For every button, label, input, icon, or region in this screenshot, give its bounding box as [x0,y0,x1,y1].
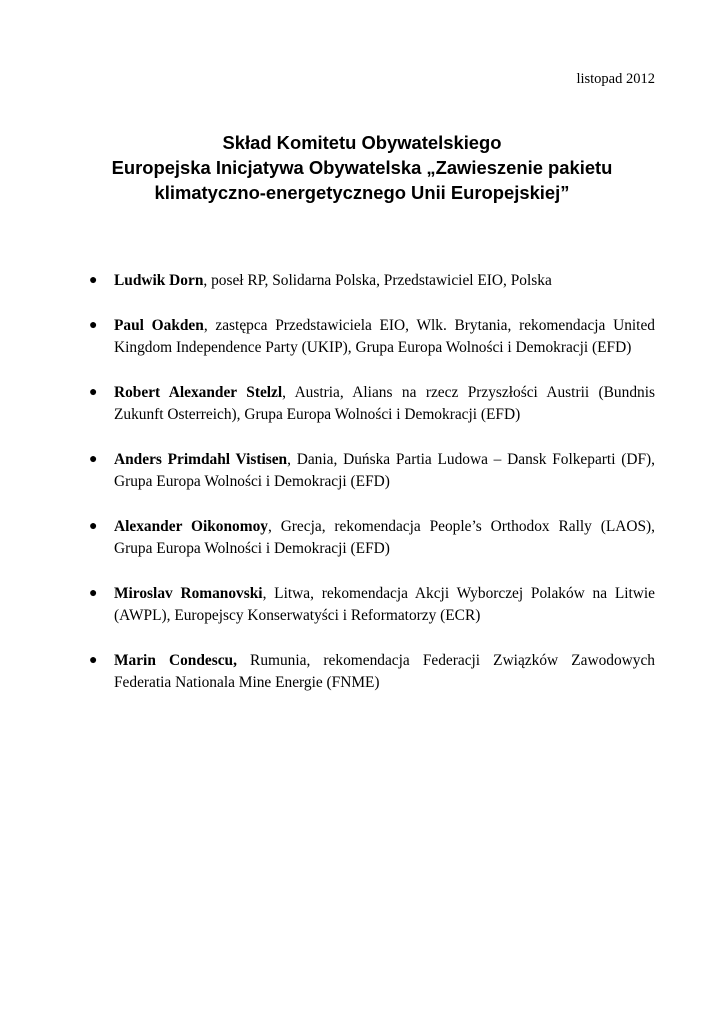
member-name: Paul Oakden [114,317,204,334]
title-line-2: Europejska Inicjatywa Obywatelska „Zawieszenie pakietu [111,157,613,178]
bullet-icon: ● [89,385,98,400]
member-description: , Dania, Duńska Partia Ludowa – Dansk Folkeparti (DF), Grupa Europa Wolności i Demokracji (EFD) [114,451,655,490]
list-item-member-5 [84,516,655,560]
bullet-icon: ● [89,519,98,534]
document-title [60,130,664,205]
committee-member-list [84,270,655,717]
list-item-member-4 [84,449,655,493]
member-description: , zastępca Przedstawiciela EIO, Wlk. Brytania, rekomendacja United Kingdom Independence Party (UKIP), Grupa Europa Wolności i Demokracji (EFD) [114,317,655,356]
member-description: , poseł RP, Solidarna Polska, Przedstawiciel EIO, Polska [203,272,552,289]
member-description: Rumunia, rekomendacja Federacji Związków Zawodowych Federatia Nationala Mine Energie (FNME) [114,652,655,691]
member-name: Robert Alexander Stelzl [114,384,283,401]
bullet-icon: ● [89,452,98,467]
member-name: Anders Primdahl Vistisen [114,451,288,468]
bullet-icon: ● [89,273,98,288]
title-line-3: klimatyczno-energetycznego Unii Europejskiej” [154,182,570,203]
member-name: Ludwik Dorn [114,272,204,289]
member-description: , Grecja, rekomendacja People’s Orthodox Rally (LAOS), Grupa Europa Wolności i Demokracji (EFD) [114,518,655,557]
list-item-member-7 [84,650,655,694]
member-description: , Austria, Alians na rzecz Przyszłości Austrii (Bundnis Zukunft Osterreich), Grupa Europa Wolności i Demokracji (EFD) [114,384,655,423]
list-item-member-2 [84,315,655,359]
document-date: listopad 2012 [576,71,655,87]
member-description: , Litwa, rekomendacja Akcji Wyborczej Polaków na Litwie (AWPL), Europejscy Konserwatyści i Reformatorzy (ECR) [114,585,656,624]
list-item-member-6 [84,583,655,627]
list-item-member-3 [84,382,655,426]
bullet-icon: ● [89,586,98,601]
bullet-icon: ● [89,653,98,668]
member-name: Miroslav Romanovski [114,585,263,602]
member-name: Marin Condescu, [114,652,237,669]
list-item-member-1 [84,270,655,292]
title-line-1: Skład Komitetu Obywatelskiego [222,132,502,153]
member-name: Alexander Oikonomoy [114,518,268,535]
bullet-icon: ● [89,318,98,333]
